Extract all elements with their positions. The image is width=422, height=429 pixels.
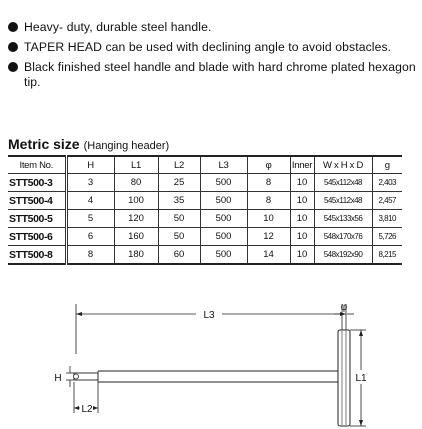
table-cell: 12: [247, 228, 290, 246]
table-cell: 100: [114, 192, 158, 210]
feature-text: TAPER HEAD can be used with declining angle to avoid obstacles.: [24, 40, 392, 54]
table-cell: 50: [158, 210, 200, 228]
column-header: L3: [200, 156, 247, 174]
item-number: STT500-4: [8, 192, 66, 210]
table-cell: 8: [247, 174, 290, 192]
table-cell: 500: [200, 246, 247, 265]
h-dimension: [54, 366, 74, 387]
table-cell: 5: [66, 210, 114, 228]
table-cell: 3: [66, 174, 114, 192]
table-cell: 180: [114, 246, 158, 265]
column-header: L2: [158, 156, 200, 174]
feature-item: [8, 40, 418, 55]
table-cell: 500: [200, 228, 247, 246]
table-cell: 160: [114, 228, 158, 246]
table-cell: 8,215: [372, 246, 402, 265]
bullet-icon: [8, 42, 18, 52]
table-cell: 35: [158, 192, 200, 210]
feature-text: Black finished steel handle and blade with hard chrome plated hexagon tip.: [24, 60, 416, 89]
bullet-icon: [8, 62, 18, 72]
table-cell: 10: [290, 192, 314, 210]
l2-dimension: [74, 382, 98, 415]
table-cell: 10: [247, 210, 290, 228]
column-header: g: [372, 156, 402, 174]
column-header: L1: [114, 156, 158, 174]
table-header-row: [8, 156, 402, 174]
phi-dimension: [334, 302, 354, 330]
table-cell: 60: [158, 246, 200, 265]
item-number: STT500-3: [8, 174, 66, 192]
table-cell: 10: [290, 210, 314, 228]
l3-dimension: [76, 304, 346, 354]
t-handle-wrench-drawing: [0, 290, 422, 429]
table-cell: 10: [290, 228, 314, 246]
bullet-icon: [8, 22, 18, 32]
table-cell: 10: [290, 174, 314, 192]
table-cell: 545x112x48: [314, 174, 372, 192]
table-cell: 2,403: [372, 174, 402, 192]
table-cell: 8: [66, 246, 114, 265]
column-header: φ: [247, 156, 290, 174]
table-cell: 2,457: [372, 192, 402, 210]
table-cell: 25: [158, 174, 200, 192]
table-row: [8, 246, 402, 265]
column-header: W x H x D: [314, 156, 372, 174]
table-cell: 548x170x76: [314, 228, 372, 246]
section-heading: [8, 136, 169, 154]
spec-table: [8, 155, 402, 265]
h-label: H: [54, 373, 62, 384]
feature-text: Heavy- duty, durable steel handle.: [24, 20, 212, 34]
table-cell: 548x192x90: [314, 246, 372, 265]
table-cell: 500: [200, 192, 247, 210]
column-header: Item No.: [8, 156, 66, 174]
table-cell: 545x133x56: [314, 210, 372, 228]
item-number: STT500-8: [8, 246, 66, 265]
table-cell: 500: [200, 174, 247, 192]
table-cell: 10: [290, 246, 314, 265]
table-row: [8, 174, 402, 192]
table-cell: 14: [247, 246, 290, 265]
table-cell: 4: [66, 192, 114, 210]
table-row: [8, 210, 402, 228]
l2-label: L2: [81, 404, 93, 415]
table-cell: 500: [200, 210, 247, 228]
feature-item: [8, 20, 418, 35]
feature-list: [8, 20, 418, 95]
table-cell: 80: [114, 174, 158, 192]
table-row: [8, 192, 402, 210]
hex-tip: [74, 373, 99, 380]
section-subtitle: (Hanging header): [83, 140, 170, 152]
item-number: STT500-6: [8, 228, 66, 246]
item-number: STT500-5: [8, 210, 66, 228]
table-cell: 120: [114, 210, 158, 228]
l1-label: L1: [355, 373, 367, 384]
column-header: H: [66, 156, 114, 174]
t-handle: [338, 330, 350, 426]
table-row: [8, 228, 402, 246]
l3-label: L3: [203, 310, 215, 321]
column-header: Inner: [290, 156, 314, 174]
table-cell: 5,726: [372, 228, 402, 246]
shaft: [98, 371, 338, 382]
table-cell: 6: [66, 228, 114, 246]
table-cell: 8: [247, 192, 290, 210]
section-title: Metric size: [8, 136, 80, 152]
feature-item: [8, 60, 418, 90]
table-cell: 3,810: [372, 210, 402, 228]
table-cell: 50: [158, 228, 200, 246]
table-cell: 545x112x48: [314, 192, 372, 210]
phi-label: φ: [340, 302, 348, 313]
l1-dimension: [350, 330, 367, 426]
